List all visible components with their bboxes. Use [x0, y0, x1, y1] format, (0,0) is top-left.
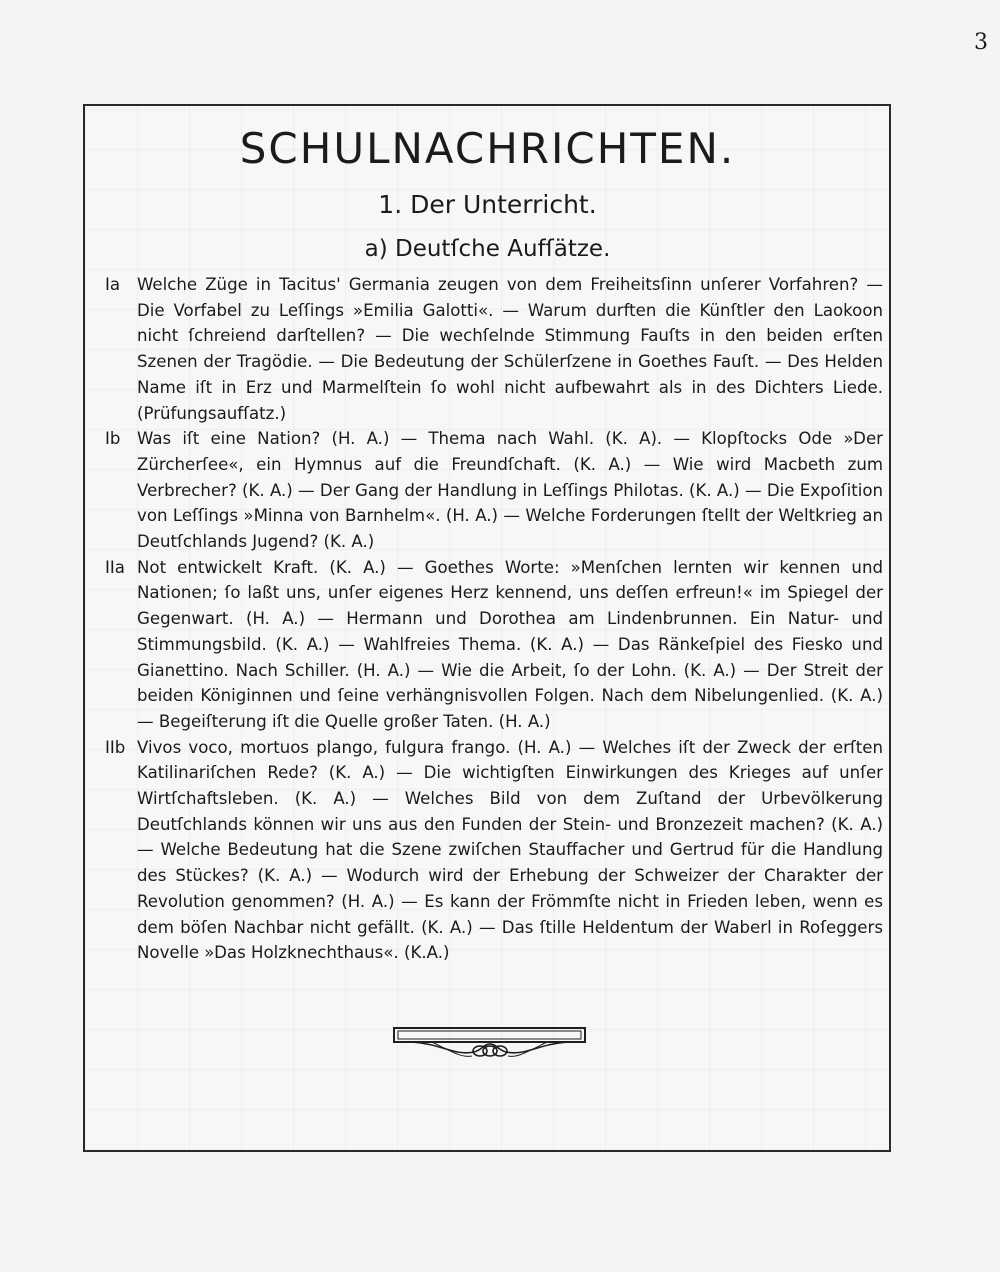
class-label: IIb	[105, 737, 126, 757]
class-label: IIa	[105, 557, 125, 577]
class-topics: Vivos voco, mortuos plango, fulgura frango. (H. A.) — Welches iſt der Zweck der erſten Katilinariſchen Rede? (K. A.) — Die wichtigſten Einwirkungen des Krieges auf unſer Wirtſchaftsleben. (K. A.) — Welches Bild von dem Zuſtand der Urbevölkerung Deutſchlands können wir uns aus den Funden der Stein- und Bronzezeit machen? (K. A.) — Welche Bedeutung hat die Szene zwiſchen Stauffacher und Gertrud für die Handlung des Stückes? (K. A.) — Wodurch wird der Erhebung der Schweizer der Charakter der Revolution genommen? (H. A.) — Es kann der Frömmſte nicht in Frieden leben, wenn es dem böſen Nachbar nicht gefällt. (K. A.) — Das ſtille Heldentum der Waberl in Roſeggers Novelle »Das Holzknechthaus«. (K.A.)	[137, 737, 883, 963]
section-title: 1. Der Unterricht.	[378, 190, 597, 219]
class-label: Ia	[105, 275, 121, 294]
class-entry	[105, 426, 883, 555]
ornament-divider-icon	[392, 1022, 587, 1064]
class-label: Ib	[105, 429, 121, 449]
class-entry	[105, 272, 883, 426]
class-entry	[105, 735, 883, 966]
class-topics: Not entwickelt Kraft. (K. A.) — Goethes Worte: »Menſchen lernten wir kennen und Nationen; ſo laßt uns, unſer eigenes Herz kennend, uns deſſen erfreun!« im Spiegel der Gegenwart. (H. A.) — Hermann und Dorothea am Lindenbrunnen. Ein Natur- und Stimmungsbild. (K. A.) — Wahlfreies Thema. (K. A.) — Das Ränkeſpiel des Fiesko und Gianettino. Nach Schiller. (H. A.) — Wie die Arbeit, ſo der Lohn. (K. A.) — Der Streit der beiden Königinnen und ſeine verhängnisvollen Folgen. Nach dem Nibelungenlied. (K. A.) — Begeiſterung iſt die Quelle großer Taten. (H. A.)	[137, 557, 883, 731]
class-topics: Welche Züge in Tacitus' Germania zeugen von dem Freiheitsſinn unſerer Vorfahren? — Die Vorfabel zu Leſſings »Emilia Galotti«. — Warum durften die Künſtler den Laokoon nicht ſchreiend darſtellen? — Die wechſelnde Stimmung Fauſts in den beiden erſten Szenen der Tragödie. — Die Bedeutung der Schülerſzene in Goethes Fauſt. — Des Helden Name iſt in Erz und Marmelſtein ſo wohl nicht aufbewahrt als in des Dichters Liede. (Prüfungsaufſatz.)	[137, 275, 883, 423]
essay-topic-list	[105, 272, 883, 966]
page-number: 3	[974, 30, 988, 55]
subsection-title: a) Deutſche Aufſätze.	[364, 236, 611, 262]
class-entry	[105, 555, 883, 735]
class-topics: Was iſt eine Nation? (H. A.) — Thema nach Wahl. (K. A). — Klopſtocks Ode »Der Zürcherſee«, ein Hymnus auf die Freundſchaft. (K. A.) — Wie wird Macbeth zum Verbrecher? (K. A.) — Der Gang der Handlung in Leſſings Philotas. (K. A.) — Die Expoſition von Leſſings »Minna von Barnhelm«. (H. A.) — Welche Forderungen ſtellt der Weltkrieg an Deutſchlands Jugend? (K. A.)	[137, 429, 883, 552]
page-title: SCHULNACHRICHTEN.	[239, 124, 736, 173]
